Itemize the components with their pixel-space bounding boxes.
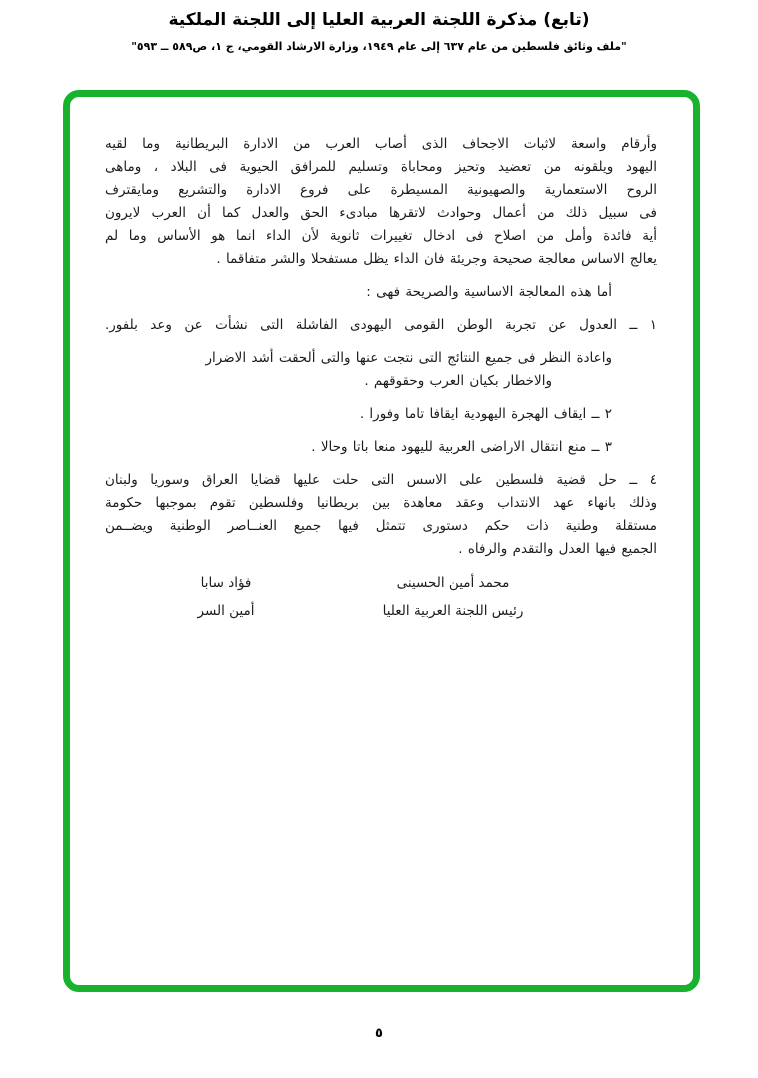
- document-line: فى سبيل ذلك من أعمال وحوادث لاتقرها مبادىء الحق والعدل كما أن العرب لايرون: [105, 205, 657, 221]
- signatory-title-left: أمين السر: [197, 603, 255, 619]
- signature-block: [105, 569, 657, 625]
- document-line: الروح الاستعمارية والصهيونية المسيطرة على فروع الادارة والتشريع ومايقترف: [105, 182, 657, 198]
- document-line: الجميع فيها العدل والتقدم والرفاه .: [458, 541, 657, 557]
- signature-left: [161, 569, 291, 625]
- document-line: أية فائدة وأمل من اصلاح فى ادخال تغييرات ثانوية لأن الداء انما هو الأساس وما لم: [105, 228, 657, 244]
- document-body: [105, 133, 657, 625]
- document-line: ٣ ــ منع انتقال الاراضى العربية لليهود منعا باتا وحالا .: [311, 439, 612, 455]
- document-header: [0, 10, 758, 53]
- signatory-name-right: محمد أمين الحسينى: [396, 575, 510, 591]
- document-line: وذلك بانهاء عهد الانتداب وعقد معاهدة بين بريطانيا وفلسطين تقوم بموجبها حكومة: [105, 495, 657, 511]
- document-line: مستقلة وطنية ذات حكم دستورى تتمثل فيها جميع العنــاصر الوطنية ويضــمن: [105, 518, 657, 534]
- document-line: ١ ــ العدول عن تجربة الوطن القومى اليهودى الفاشلة التى نشأت عن وعد بلفور.: [105, 317, 657, 333]
- document-line: يعالج الاساس معالجة صحيحة وجريئة فان الداء يظل مستفحلا والشر متفاقما .: [216, 251, 657, 267]
- document-line: وأرقام واسعة لاثبات الاجحاف الذى أصاب العرب من الادارة البريطانية وما لقيه: [105, 136, 657, 152]
- document-line: أما هذه المعالجة الاساسية والصريحة فهى :: [366, 284, 612, 300]
- document-lines: [105, 133, 657, 561]
- document-line: والاخطار بكيان العرب وحقوقهم .: [364, 373, 552, 389]
- document-line: ٢ ــ ايقاف الهجرة اليهودية ايقافا تاما وفورا .: [359, 406, 612, 422]
- document-line: واعادة النظر فى جميع النتائج التى نتجت عنها والتى ألحقت أشد الاضرار: [205, 350, 612, 366]
- source-citation: "ملف وثائق فلسطين من عام ٦٣٧ إلى عام ١٩٤٩، وزارة الارشاد القومي، ج ١، ص٥٨٩ ــ ٥٩٣": [131, 40, 627, 53]
- document-line: اليهود ويلقونه من تعضيد وتحيز ومحاباة وتسليم للمرافق الحيوية فى البلاد ، وماهى: [105, 159, 657, 175]
- page-title: (تابع) مذكرة اللجنة العربية العليا إلى اللجنة الملكية: [168, 10, 590, 30]
- signature-right: [353, 569, 553, 625]
- page-number: ٥: [375, 1026, 383, 1041]
- signatory-title-right: رئيس اللجنة العربية العليا: [382, 603, 524, 619]
- signatory-name-left: فؤاد سابا: [200, 575, 252, 591]
- green-border-frame: [63, 90, 700, 992]
- document-line: ٤ ــ حل قضية فلسطين على الاسس التى حلت عليها قضايا العراق وسوريا ولبنان: [105, 472, 657, 488]
